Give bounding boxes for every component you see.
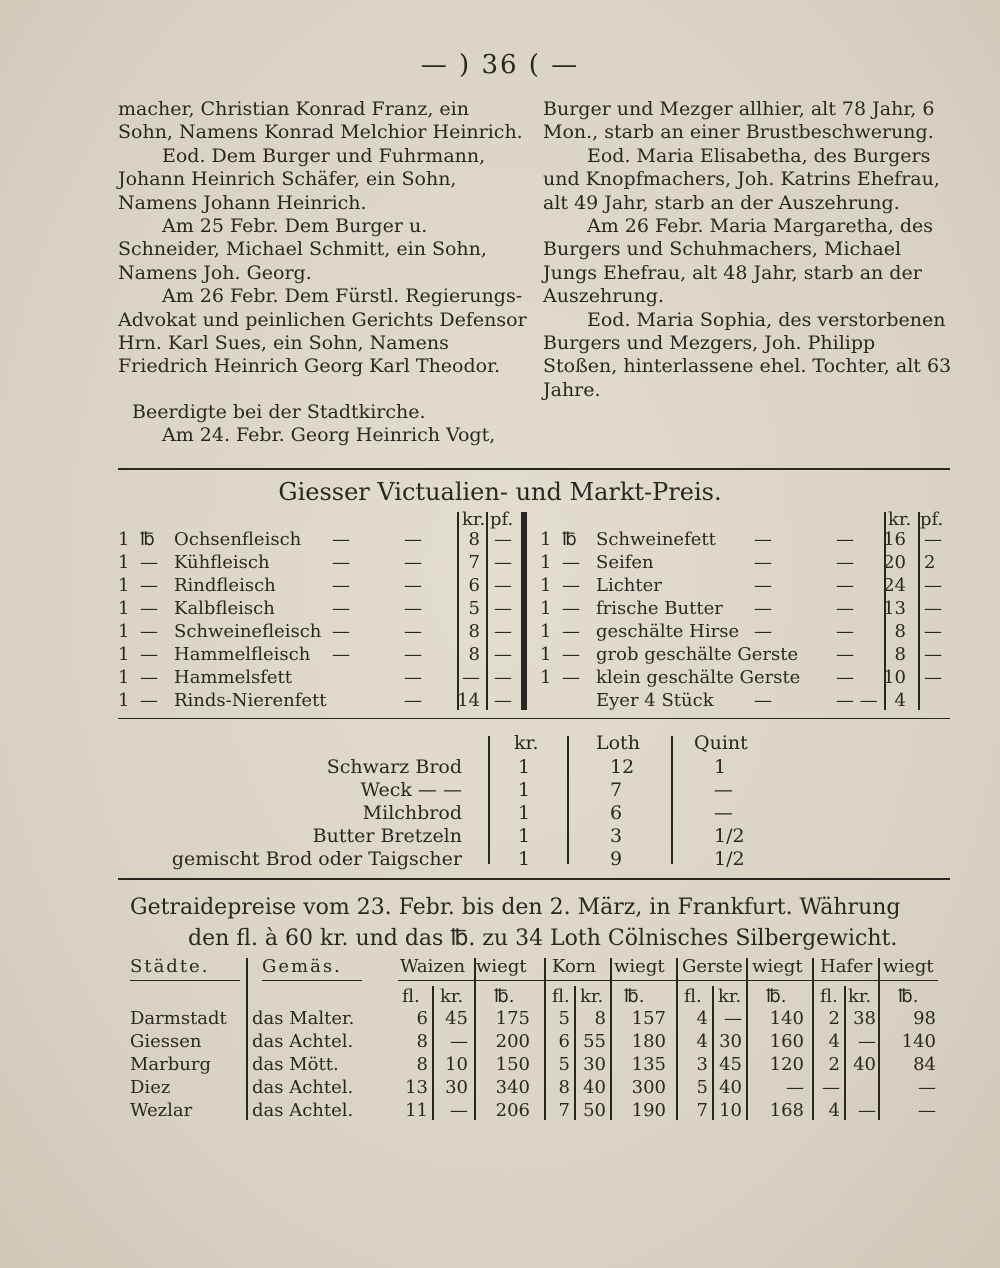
bread-header: [500, 732, 800, 755]
bread-row: [160, 848, 800, 871]
grain-h-fl: 4: [828, 1100, 840, 1121]
price-kr: 7: [468, 552, 480, 573]
grain-k-lb: 135: [631, 1054, 666, 1075]
quantity: 1: [540, 667, 552, 688]
wiegt-header: wiegt: [614, 956, 665, 977]
price-row: [540, 597, 952, 620]
price-row: [118, 528, 528, 551]
price-pf: —: [494, 690, 512, 711]
bread-item: Milchbrod: [362, 802, 462, 824]
grain-w-lb: 150: [495, 1054, 530, 1075]
unit: —: [140, 690, 158, 711]
filler-dash: —: [754, 690, 772, 711]
grain-measure: das Achtel.: [252, 1031, 354, 1052]
price-kr: 16: [883, 529, 906, 550]
kr-subheader: kr.: [440, 986, 464, 1007]
grain-city: Giessen: [130, 1031, 202, 1052]
price-row: [118, 597, 528, 620]
bread-loth: 6: [610, 802, 623, 824]
section-divider: [118, 468, 950, 470]
filler-dash: —: [332, 621, 350, 642]
lb-subheader: ℔.: [766, 986, 787, 1007]
bread-row: [160, 802, 800, 825]
grain-h-kr: —: [858, 1100, 876, 1121]
page-number: — ) 36 ( —: [420, 50, 580, 80]
quantity: 1: [118, 690, 130, 711]
filler-dash: —: [754, 529, 772, 550]
quantity: 1: [540, 529, 552, 550]
grain-k-fl: 7: [558, 1100, 570, 1121]
unit: —: [562, 621, 580, 642]
filler-dash: —: [404, 690, 422, 711]
price-row: [540, 551, 952, 574]
item-name: Lichter: [596, 575, 662, 596]
column-rule: [812, 958, 814, 1120]
grain-city: Marburg: [130, 1054, 212, 1075]
grain-w-lb: 206: [495, 1100, 530, 1121]
quantity: 1: [540, 644, 552, 665]
price-kr: 8: [468, 529, 480, 550]
unit: —: [140, 644, 158, 665]
grain-g-kr: 10: [719, 1100, 742, 1121]
grain-measure: das Mött.: [252, 1054, 339, 1075]
wiegt-header: wiegt: [883, 956, 934, 977]
quantity: 1: [118, 598, 130, 619]
hafer-header: Hafer: [820, 956, 873, 977]
grain-h-fl: 2: [828, 1008, 840, 1029]
price-kr: 8: [468, 644, 480, 665]
grain-city: Darmstadt: [130, 1008, 227, 1029]
section-divider: [118, 878, 950, 880]
filler-dash: —: [404, 575, 422, 596]
grain-k-lb: 190: [631, 1100, 666, 1121]
grain-measure: das Achtel.: [252, 1077, 354, 1098]
bread-quint: 1/2: [714, 825, 745, 847]
grain-w-fl: 13: [405, 1077, 428, 1098]
kr-header: kr.: [462, 509, 486, 530]
price-pf: —: [494, 529, 512, 550]
gerste-header: Gerste: [682, 956, 743, 977]
filler-dash: —: [836, 644, 854, 665]
birth-entry: Am 26 Febr. Dem Fürstl. Regierungs-Advokat und peinlichen Gerichts Defensor Hrn. Karl Sues, ein Sohn, Namens Friedrich Heinrich Georg Karl Theodor.: [118, 285, 527, 378]
filler-dash: —: [404, 621, 422, 642]
left-column: [118, 98, 528, 448]
price-kr: 8: [894, 644, 906, 665]
burial-entry: Eod. Maria Elisabetha, des Burgers und Knopfmachers, Joh. Katrins Ehefrau, alt 49 Jahr, starb an der Auszehrung.: [543, 144, 940, 214]
item-name: Kalbfleisch: [174, 598, 275, 619]
grain-title-line1: Getraidepreise vom 23. Febr. bis den 2. März, in Frankfurt. Währung: [130, 895, 901, 920]
pf-header: pf.: [920, 509, 944, 530]
kr-subheader: kr.: [718, 986, 742, 1007]
grain-g-kr: 30: [719, 1031, 742, 1052]
price-pf: —: [924, 667, 942, 688]
filler-dash: —: [404, 644, 422, 665]
column-rule: [712, 986, 714, 1120]
price-kr: 10: [883, 667, 906, 688]
column-rule: [432, 986, 434, 1120]
price-kr: 20: [883, 552, 906, 573]
filler-dash: —: [754, 575, 772, 596]
price-kr: 8: [894, 621, 906, 642]
measure-header: Gemäs.: [262, 956, 342, 977]
quantity: 1: [540, 575, 552, 596]
quantity: 1: [540, 598, 552, 619]
bread-loth: 12: [610, 756, 635, 778]
burial-heading: Beerdigte bei der Stadtkirche.: [132, 400, 426, 423]
price-pf: —: [494, 598, 512, 619]
item-name: Seifen: [596, 552, 654, 573]
grain-w-kr: 30: [445, 1077, 468, 1098]
column-rule: [474, 958, 476, 1120]
grain-g-fl: 5: [696, 1077, 708, 1098]
cities-header: Städte.: [130, 956, 210, 977]
unit: —: [562, 575, 580, 596]
bread-quint: 1/2: [714, 848, 745, 870]
fl-subheader: fl.: [820, 986, 838, 1007]
grain-h-kr: —: [858, 1031, 876, 1052]
price-row: [540, 689, 952, 712]
item-name: Schweinefleisch: [174, 621, 322, 642]
column-rule: [844, 986, 846, 1120]
grain-h-lb: —: [918, 1077, 936, 1098]
lb-subheader: ℔.: [494, 986, 515, 1007]
item-name: Ochsenfleisch: [174, 529, 302, 550]
kr-header: kr.: [514, 732, 539, 754]
bread-kr: 1: [518, 779, 531, 801]
burial-entry: Eod. Maria Sophia, des verstorbenen Burgers und Mezgers, Joh. Philipp Stoßen, hinterlassene ehel. Tochter, alt 63 Jahre.: [543, 308, 952, 401]
price-row: [540, 620, 952, 643]
quantity: 1: [118, 667, 130, 688]
item-name: Eyer 4 Stück: [596, 690, 714, 711]
filler-dash: —: [754, 598, 772, 619]
price-pf: 2: [924, 552, 936, 573]
grain-h-fl: 2: [828, 1054, 840, 1075]
grain-g-lb: 140: [769, 1008, 804, 1029]
bread-item: Butter Bretzeln: [312, 825, 462, 847]
grain-g-fl: 7: [696, 1100, 708, 1121]
grain-h-lb: 140: [901, 1031, 936, 1052]
filler-dash: —: [754, 552, 772, 573]
wiegt-header: wiegt: [752, 956, 803, 977]
grain-w-fl: 8: [416, 1054, 428, 1075]
birth-entry: macher, Christian Konrad Franz, ein Sohn, Namens Konrad Melchior Heinrich.: [118, 98, 523, 144]
filler-dash: —: [836, 598, 854, 619]
unit: ℔: [140, 529, 155, 550]
price-row: [540, 666, 952, 689]
bread-row: [160, 825, 800, 848]
grain-h-kr: 38: [853, 1008, 876, 1029]
price-kr: 24: [883, 575, 906, 596]
grain-g-kr: 40: [719, 1077, 742, 1098]
bread-quint: —: [714, 779, 733, 801]
quantity: 1: [118, 529, 130, 550]
lb-subheader: ℔.: [624, 986, 645, 1007]
grain-g-fl: 3: [696, 1054, 708, 1075]
price-kr: 5: [468, 598, 480, 619]
fl-subheader: fl.: [684, 986, 702, 1007]
grain-k-kr: 30: [583, 1054, 606, 1075]
quint-header: Quint: [694, 732, 748, 754]
price-kr: 13: [883, 598, 906, 619]
grain-city: Wezlar: [130, 1100, 193, 1121]
price-pf: —: [494, 575, 512, 596]
quantity: 1: [540, 621, 552, 642]
grain-k-kr: 55: [583, 1031, 606, 1052]
bread-kr: 1: [518, 825, 531, 847]
grain-w-lb: 175: [495, 1008, 530, 1029]
filler-dash: —: [836, 529, 854, 550]
unit: —: [562, 552, 580, 573]
header-underline: [262, 980, 362, 981]
grain-w-kr: —: [450, 1031, 468, 1052]
bread-row: [160, 756, 800, 779]
column-rule: [544, 958, 546, 1120]
grain-w-kr: 10: [445, 1054, 468, 1075]
filler-dash: —: [332, 598, 350, 619]
bread-kr: 1: [518, 756, 531, 778]
unit: —: [140, 667, 158, 688]
grain-w-lb: 340: [495, 1077, 530, 1098]
grain-city: Diez: [130, 1077, 171, 1098]
grain-g-kr: 45: [719, 1054, 742, 1075]
unit: —: [562, 598, 580, 619]
grain-g-lb: 160: [769, 1031, 804, 1052]
grain-k-fl: 8: [558, 1077, 570, 1098]
grain-g-fl: 4: [696, 1031, 708, 1052]
grain-k-lb: 157: [631, 1008, 666, 1029]
grain-k-fl: 5: [558, 1008, 570, 1029]
price-pf: —: [924, 575, 942, 596]
waizen-header: Waizen: [400, 956, 466, 977]
unit: —: [140, 598, 158, 619]
price-pf: —: [924, 621, 942, 642]
kr-header: kr.: [888, 509, 912, 530]
item-name: Kühfleisch: [174, 552, 270, 573]
fl-subheader: fl.: [402, 986, 420, 1007]
grain-measure: das Malter.: [252, 1008, 355, 1029]
grain-h-lb: 98: [913, 1008, 936, 1029]
filler-dash: —: [404, 529, 422, 550]
filler-dash: —: [404, 598, 422, 619]
bread-item: gemischt Brod oder Taigscher: [171, 848, 462, 870]
burial-entry: Burger und Mezger allhier, alt 78 Jahr, 6 Mon., starb an einer Brustbeschwerung.: [543, 98, 935, 144]
fl-subheader: fl.: [552, 986, 570, 1007]
grain-h-kr: 40: [853, 1054, 876, 1075]
price-kr: 8: [468, 621, 480, 642]
grain-w-kr: —: [450, 1100, 468, 1121]
grain-measure: das Achtel.: [252, 1100, 354, 1121]
column-rule: [676, 958, 678, 1120]
item-name: grob geschälte Gerste: [596, 644, 799, 665]
wiegt-header: wiegt: [476, 956, 527, 977]
grain-w-lb: 200: [495, 1031, 530, 1052]
right-column: [543, 98, 955, 402]
birth-entry: Am 25 Febr. Dem Burger u. Schneider, Michael Schmitt, ein Sohn, Namens Joh. Georg.: [118, 215, 487, 284]
grain-k-fl: 6: [558, 1031, 570, 1052]
filler-dash: —: [332, 644, 350, 665]
price-row: [118, 666, 528, 689]
section-divider: [118, 718, 950, 719]
grain-h-lb: —: [918, 1100, 936, 1121]
item-name: Hammelfleisch: [174, 644, 311, 665]
filler-dash: —: [836, 621, 854, 642]
header-underline: [398, 980, 938, 981]
grain-w-fl: 6: [416, 1008, 428, 1029]
grain-h-fl: 4: [828, 1031, 840, 1052]
grain-w-kr: 45: [445, 1008, 468, 1029]
filler-dash: — —: [836, 690, 878, 711]
price-row: [118, 574, 528, 597]
price-row: [540, 574, 952, 597]
column-rule: [746, 958, 748, 1120]
price-row: [540, 643, 952, 666]
filler-dash: —: [404, 552, 422, 573]
unit: —: [140, 552, 158, 573]
price-kr: 14: [457, 690, 480, 711]
grain-k-kr: 8: [594, 1008, 606, 1029]
price-row: [118, 643, 528, 666]
price-pf: —: [494, 552, 512, 573]
filler-dash: —: [836, 552, 854, 573]
filler-dash: —: [836, 575, 854, 596]
grain-g-lb: 168: [769, 1100, 804, 1121]
lb-subheader: ℔.: [898, 986, 919, 1007]
item-name: frische Butter: [596, 598, 723, 619]
quantity: 1: [118, 644, 130, 665]
price-pf: —: [494, 621, 512, 642]
pf-header: pf.: [490, 509, 514, 530]
grain-h-fl: —: [822, 1077, 840, 1098]
quantity: 1: [118, 575, 130, 596]
filler-dash: —: [754, 621, 772, 642]
grain-title-line2: den fl. à 60 kr. und das ℔. zu 34 Loth Cölnisches Silbergewicht.: [188, 926, 898, 951]
unit: —: [140, 575, 158, 596]
quantity: 1: [118, 621, 130, 642]
bread-item: Weck — —: [360, 779, 462, 801]
price-kr: 4: [894, 690, 906, 711]
grain-k-lb: 180: [631, 1031, 666, 1052]
grain-k-fl: 5: [558, 1054, 570, 1075]
birth-entry: Eod. Dem Burger und Fuhrmann, Johann Heinrich Schäfer, ein Sohn, Namens Johann Heinrich.: [118, 144, 486, 214]
grain-g-lb: —: [786, 1077, 804, 1098]
grain-w-fl: 11: [405, 1100, 428, 1121]
price-pf: —: [494, 644, 512, 665]
bread-quint: —: [714, 802, 733, 824]
item-name: Hammelsfett: [174, 667, 292, 688]
bread-kr: 1: [518, 848, 531, 870]
unit: —: [140, 621, 158, 642]
grain-g-lb: 120: [769, 1054, 804, 1075]
kr-subheader: kr.: [580, 986, 604, 1007]
price-pf: —: [494, 667, 512, 688]
item-name: klein geschälte Gerste: [596, 667, 801, 688]
item-name: Schweinefett: [596, 529, 716, 550]
quantity: 1: [118, 552, 130, 573]
price-pf: —: [924, 529, 942, 550]
filler-dash: —: [404, 667, 422, 688]
filler-dash: —: [332, 575, 350, 596]
korn-header: Korn: [552, 956, 596, 977]
quantity: 1: [540, 552, 552, 573]
bread-loth: 9: [610, 848, 623, 870]
bread-row: [160, 779, 800, 802]
bread-quint: 1: [714, 756, 727, 778]
column-rule: [574, 986, 576, 1120]
grain-h-lb: 84: [913, 1054, 936, 1075]
price-row: [540, 528, 952, 551]
market-title: Giesser Victualien- und Markt-Preis.: [278, 478, 722, 506]
loth-header: Loth: [596, 732, 640, 754]
price-kr: —: [462, 667, 480, 688]
bread-loth: 7: [610, 779, 623, 801]
unit: ℔: [562, 529, 577, 550]
burial-entry: Am 26 Febr. Maria Margaretha, des Burgers und Schuhmachers, Michael Jungs Ehefrau, alt 48 Jahr, starb an der Auszehrung.: [543, 215, 934, 308]
column-rule: [610, 958, 612, 1120]
filler-dash: —: [836, 667, 854, 688]
grain-g-fl: 4: [696, 1008, 708, 1029]
filler-dash: —: [332, 552, 350, 573]
price-row: [118, 620, 528, 643]
grain-k-kr: 40: [583, 1077, 606, 1098]
price-pf: —: [924, 598, 942, 619]
grain-k-kr: 50: [583, 1100, 606, 1121]
column-rule: [878, 958, 880, 1120]
price-kr: 6: [468, 575, 480, 596]
bread-item: Schwarz Brod: [326, 756, 462, 778]
price-pf: —: [924, 644, 942, 665]
bread-kr: 1: [518, 802, 531, 824]
column-rule: [246, 958, 248, 1120]
grain-k-lb: 300: [631, 1077, 666, 1098]
grain-w-fl: 8: [416, 1031, 428, 1052]
burial-entry-start: Am 24. Febr. Georg Heinrich Vogt,: [162, 424, 496, 447]
header-underline: [130, 980, 240, 981]
kr-subheader: kr.: [848, 986, 872, 1007]
filler-dash: —: [332, 529, 350, 550]
item-name: Rindfleisch: [174, 575, 276, 596]
item-name: geschälte Hirse: [596, 621, 740, 642]
unit: —: [562, 667, 580, 688]
unit: —: [562, 644, 580, 665]
price-row: [118, 689, 528, 712]
item-name: Rinds-Nierenfett: [174, 690, 327, 711]
bread-loth: 3: [610, 825, 623, 847]
grain-g-kr: —: [724, 1008, 742, 1029]
price-row: [118, 551, 528, 574]
